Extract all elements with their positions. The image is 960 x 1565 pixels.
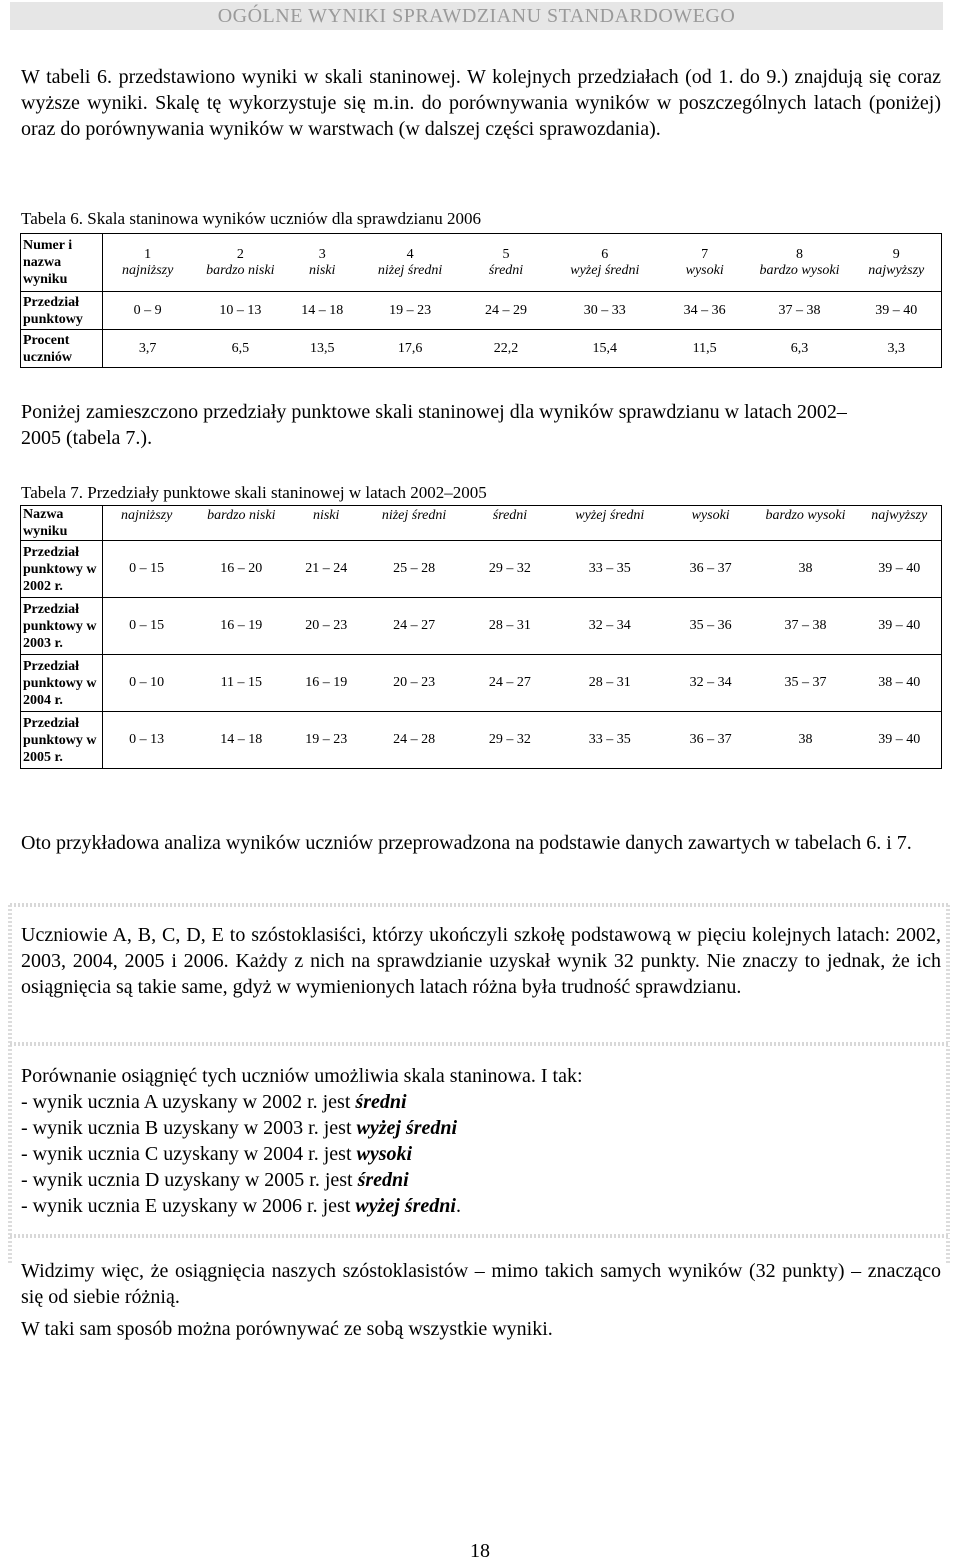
table7-cell: 38 [754, 541, 858, 598]
box-top-border [10, 903, 950, 907]
table7-cell: 20 – 23 [292, 598, 360, 655]
table7-head-cell: wysoki [668, 506, 754, 541]
table7-rowhead-name: Nazwa wyniku [21, 506, 103, 541]
table7-cell: 33 – 35 [552, 712, 668, 769]
table7-head-cell: wyżej średni [552, 506, 668, 541]
table6-range-cell: 10 – 13 [192, 292, 288, 330]
table7-head-cell: bardzo wysoki [754, 506, 858, 541]
table6-range-cell: 34 – 36 [662, 292, 748, 330]
conclusion-paragraph: Widzimy więc, że osiągnięcia naszych szóstoklasistów – mimo takich samych wyników (32 punkty) – znacząco się od siebie różnią. [21, 1260, 941, 1308]
comparison-item: - wynik ucznia A uzyskany w 2002 r. jest średni [21, 1091, 407, 1113]
table7-cell: 11 – 15 [190, 655, 292, 712]
comparison-item: - wynik ucznia E uzyskany w 2006 r. jest wyżej średni. [21, 1195, 461, 1217]
table6-percent-cell: 13,5 [288, 330, 356, 368]
table6-head-5: 5 średni [464, 234, 548, 292]
table-7 [20, 505, 942, 769]
table6-header-row [21, 234, 942, 292]
table7-cell: 20 – 23 [360, 655, 468, 712]
table6-percent-cell: 3,3 [851, 330, 941, 368]
table7-head-cell: najwyższy [857, 506, 941, 541]
table7-head-cell: niżej średni [360, 506, 468, 541]
table7-cell: 24 – 28 [360, 712, 468, 769]
table6-percent-cell: 6,5 [192, 330, 288, 368]
table7-cell: 19 – 23 [292, 712, 360, 769]
comparison-lead: Porównanie osiągnięć tych uczniów umożliwia skala staninowa. I tak: [21, 1065, 583, 1087]
table6-head-4: 4 niżej średni [356, 234, 464, 292]
box-middle-border [10, 1042, 950, 1046]
table7-head-cell: niski [292, 506, 360, 541]
table7-cell: 24 – 27 [468, 655, 552, 712]
table6-percent-row [21, 330, 942, 368]
page-header: OGÓLNE WYNIKI SPRAWDZIANU STANDARDOWEGO [10, 2, 943, 30]
table6-range-cell: 14 – 18 [288, 292, 356, 330]
table7-cell: 33 – 35 [552, 541, 668, 598]
table7-cell: 35 – 36 [668, 598, 754, 655]
table-6 [20, 233, 942, 368]
table7-cell: 0 – 15 [102, 598, 190, 655]
table7-cell: 28 – 31 [552, 655, 668, 712]
students-paragraph: Uczniowie A, B, C, D, E to szóstoklasiści, którzy ukończyli szkołę podstawową w pięciu kolejnych latach: 2002, 2003, 2004, 2005 i 2006. Każdy z nich na sprawdzianie uzyskał wynik 32 punkty. Nie znaczy to jednak, że ich osiągnięcia są takie same, gdyż w wymienionych latach różna była trudność sprawdzianu. [21, 924, 941, 998]
table6-percent-cell: 15,4 [548, 330, 662, 368]
table7-caption: Tabela 7. Przedziały punktowe skali staninowej w latach 2002–2005 [21, 483, 487, 502]
table6-head-8: 8 bardzo wysoki [748, 234, 852, 292]
table6-range-cell: 24 – 29 [464, 292, 548, 330]
table7-rowhead: Przedział punktowy w 2004 r. [21, 655, 103, 712]
table7-cell: 29 – 32 [468, 712, 552, 769]
table6-range-cell: 0 – 9 [102, 292, 192, 330]
table6-range-cell: 19 – 23 [356, 292, 464, 330]
table7-cell: 29 – 32 [468, 541, 552, 598]
table7-cell: 38 [754, 712, 858, 769]
table7-cell: 25 – 28 [360, 541, 468, 598]
table7-cell: 39 – 40 [857, 712, 941, 769]
comparison-block [21, 1063, 583, 1219]
table6-percent-cell: 6,3 [748, 330, 852, 368]
table6-head-9: 9 najwyższy [851, 234, 941, 292]
table6-rowhead-percent: Procent uczniów [21, 330, 103, 368]
table6-rowhead-name: Numer i nazwa wyniku [21, 234, 103, 292]
table7-row-2004 [21, 655, 942, 712]
table6-range-cell: 30 – 33 [548, 292, 662, 330]
table7-cell: 21 – 24 [292, 541, 360, 598]
conclusion-final: W taki sam sposób można porównywać ze sobą wszystkie wyniki. [21, 1318, 553, 1340]
table7-cell: 0 – 10 [102, 655, 190, 712]
analysis-intro: Oto przykładowa analiza wyników uczniów przeprowadzona na podstawie danych zawartych w tabelach 6. i 7. [21, 832, 912, 854]
box-right-border [946, 905, 950, 1265]
table7-head-cell: średni [468, 506, 552, 541]
table7-rowhead: Przedział punktowy w 2003 r. [21, 598, 103, 655]
box-lower-border [10, 1234, 950, 1238]
table7-cell: 28 – 31 [468, 598, 552, 655]
table6-range-row [21, 292, 942, 330]
table7-rowhead: Przedział punktowy w 2002 r. [21, 541, 103, 598]
table6-head-7: 7 wysoki [662, 234, 748, 292]
table6-head-1: 1 najniższy [102, 234, 192, 292]
comparison-item: - wynik ucznia D uzyskany w 2005 r. jest średni [21, 1169, 409, 1191]
intro-paragraph: W tabeli 6. przedstawiono wyniki w skali staninowej. W kolejnych przedziałach (od 1. do 9.) znajdują się coraz wyższe wyniki. Skalę tę wykorzystuje się m.in. do porównywania wyników w poszczególnych latach (poniżej) oraz do porównywania wyników w warstwach (w dalszej części sprawozdania). [21, 66, 941, 140]
table6-range-cell: 39 – 40 [851, 292, 941, 330]
table7-cell: 36 – 37 [668, 541, 754, 598]
table7-cell: 0 – 13 [102, 712, 190, 769]
page-number: 18 [470, 1540, 490, 1562]
table6-head-3: 3 niski [288, 234, 356, 292]
table7-cell: 32 – 34 [668, 655, 754, 712]
table7-cell: 32 – 34 [552, 598, 668, 655]
between-paragraph: Poniżej zamieszczono przedziały punktowe skali staninowej dla wyników sprawdzianu w latach 2002–2005 (tabela 7.). [21, 401, 847, 449]
table7-cell: 36 – 37 [668, 712, 754, 769]
table7-head-cell: najniższy [102, 506, 190, 541]
comparison-item: - wynik ucznia B uzyskany w 2003 r. jest wyżej średni [21, 1117, 458, 1139]
table7-row-2005 [21, 712, 942, 769]
table7-cell: 16 – 20 [190, 541, 292, 598]
table7-head-cell: bardzo niski [190, 506, 292, 541]
table7-cell: 14 – 18 [190, 712, 292, 769]
table7-cell: 16 – 19 [292, 655, 360, 712]
table6-caption: Tabela 6. Skala staninowa wyników uczniów dla sprawdzianu 2006 [21, 209, 482, 228]
table6-head-6: 6 wyżej średni [548, 234, 662, 292]
table7-cell: 24 – 27 [360, 598, 468, 655]
table7-header-row [21, 506, 942, 541]
table7-row-2002 [21, 541, 942, 598]
comparison-item: - wynik ucznia C uzyskany w 2004 r. jest wysoki [21, 1143, 413, 1165]
table6-head-2: 2 bardzo niski [192, 234, 288, 292]
table7-cell: 35 – 37 [754, 655, 858, 712]
table6-percent-cell: 22,2 [464, 330, 548, 368]
table7-cell: 0 – 15 [102, 541, 190, 598]
table6-rowhead-range: Przedział punktowy [21, 292, 103, 330]
table6-percent-cell: 17,6 [356, 330, 464, 368]
table7-cell: 39 – 40 [857, 541, 941, 598]
table6-range-cell: 37 – 38 [748, 292, 852, 330]
table7-cell: 38 – 40 [857, 655, 941, 712]
table7-row-2003 [21, 598, 942, 655]
table7-cell: 16 – 19 [190, 598, 292, 655]
table7-cell: 37 – 38 [754, 598, 858, 655]
table6-percent-cell: 3,7 [102, 330, 192, 368]
table7-rowhead: Przedział punktowy w 2005 r. [21, 712, 103, 769]
table7-cell: 39 – 40 [857, 598, 941, 655]
box-left-border [8, 905, 12, 1265]
table6-percent-cell: 11,5 [662, 330, 748, 368]
